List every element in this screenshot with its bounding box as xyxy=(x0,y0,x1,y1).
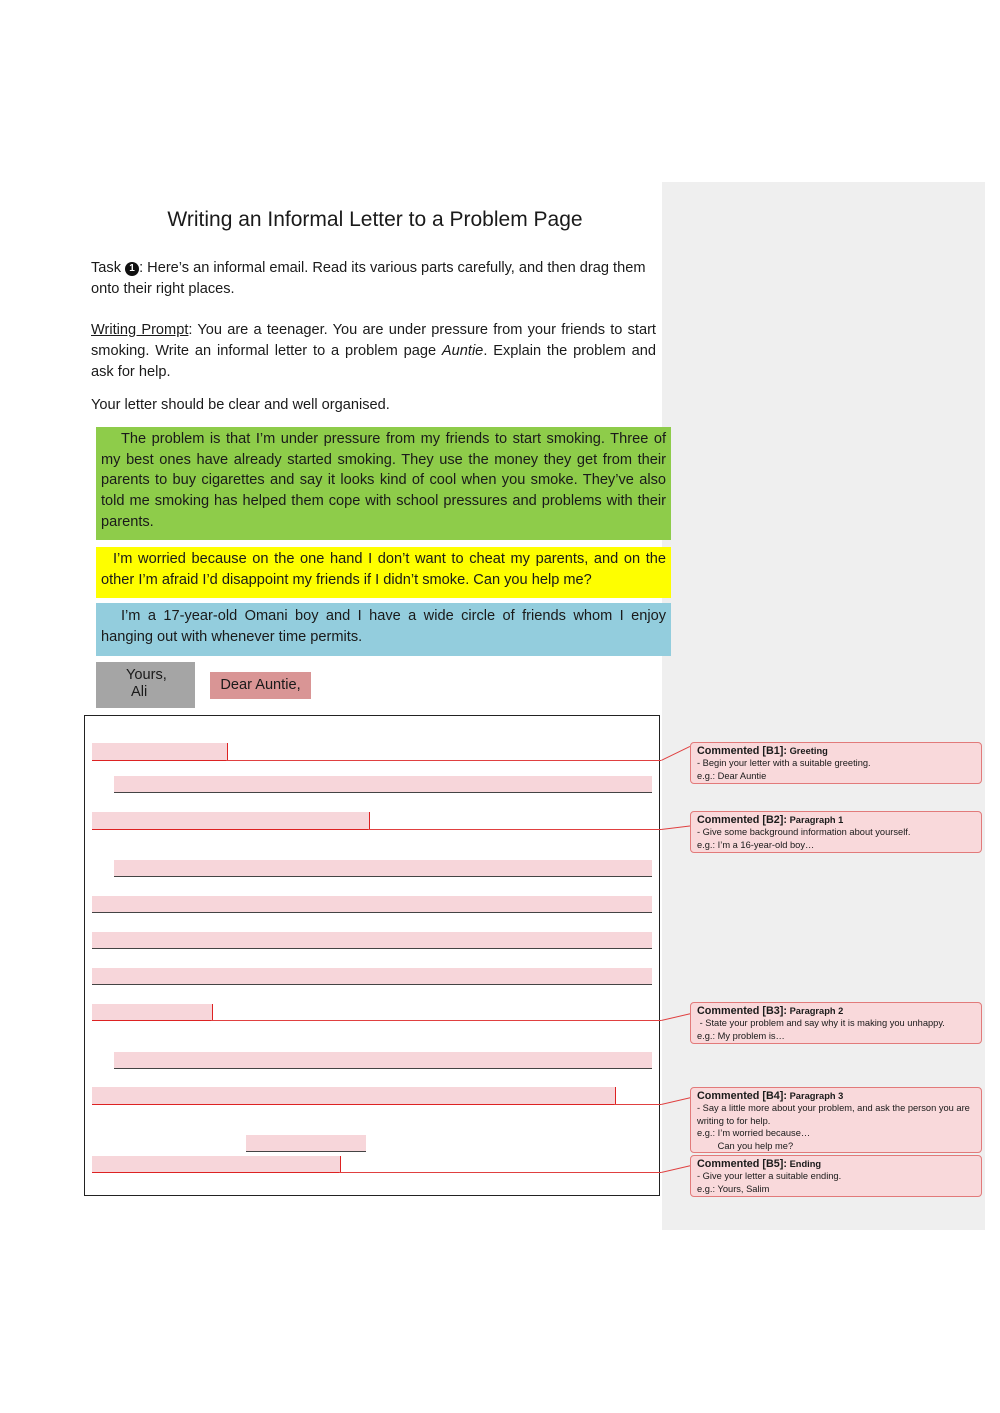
comment-b4-line-1: - Say a little more about your problem, and ask the person you are writing to for help. xyxy=(697,1103,970,1126)
comment-b1 xyxy=(690,742,982,784)
connector-b5 xyxy=(339,1172,661,1173)
comment-b2 xyxy=(690,811,982,853)
prompt-label: Writing Prompt xyxy=(91,322,189,338)
comment-b3-topic: Paragraph 2 xyxy=(789,1006,844,1016)
connector-b2 xyxy=(368,829,661,830)
comment-b3-line-1: - State your problem and say why it is making you unhappy. xyxy=(697,1018,945,1029)
intro-paragraph-text: I’m a 17-year-old Omani boy and I have a wide circle of friends whom I enjoy hanging out with whenever time permits. xyxy=(101,608,666,645)
comment-b4-line-2: e.g.: I’m worried because… xyxy=(697,1128,811,1139)
comment-b5-line-1: - Give your letter a suitable ending. xyxy=(697,1171,842,1182)
connector-b4-diag xyxy=(661,1097,692,1105)
comment-b1-line-2: e.g.: Dear Auntie xyxy=(697,770,767,781)
comment-b5-head: Commented [B5]: xyxy=(697,1158,787,1170)
comment-b1-head: Commented [B1]: xyxy=(697,745,787,757)
comment-b2-line-2: e.g.: I’m a 16-year-old boy… xyxy=(697,839,815,850)
connector-b5-diag xyxy=(661,1165,692,1173)
comment-b3-line-2: e.g.: My problem is… xyxy=(697,1030,785,1041)
comment-b5-topic: Ending xyxy=(789,1159,822,1169)
comment-b2-topic: Paragraph 1 xyxy=(789,815,844,825)
comment-b1-line-1: - Begin your letter with a suitable greeting. xyxy=(697,758,871,769)
connector-b1 xyxy=(226,760,661,761)
comment-b4 xyxy=(690,1087,982,1153)
comment-b1-topic: Greeting xyxy=(789,746,828,756)
connector-b2-diag xyxy=(661,825,692,830)
problem-paragraph-text: The problem is that I’m under pressure from my friends to start smoking. Three of my best ones have already started smoking. They use the money they get from their parents to buy cigarettes and say it looks kind of cool when you smoke. They’ve also told me smoking has helped them cope with school pressures and problems with their parents. xyxy=(101,431,666,530)
comment-b5-line-2: e.g.: Yours, Salim xyxy=(697,1183,770,1194)
letter-instruction: Your letter should be clear and well organised. xyxy=(91,397,390,413)
prompt-text-after: . Explain the problem and ask for help. xyxy=(91,343,657,380)
task-label: Task xyxy=(91,260,126,276)
page-title: Writing an Informal Letter to a Problem Page xyxy=(167,208,583,231)
connector-b1-diag xyxy=(661,746,690,761)
task-text: : Here’s an informal email. Read its various parts carefully, and then drag them onto their right places. xyxy=(91,260,646,297)
connector-b3 xyxy=(211,1020,661,1021)
comment-b4-line-3: Can you help me? xyxy=(697,1140,794,1151)
connector-b4 xyxy=(614,1104,661,1105)
worry-paragraph-text: I’m worried because on the one hand I don’t want to cheat my parents, and on the other I’m afraid I’d disappoint my friends if I didn’t smoke. Can you help me? xyxy=(101,551,666,588)
signoff-line-2: Ali xyxy=(131,684,148,700)
circled-number-one-icon: 1 xyxy=(125,262,139,276)
comment-b4-topic: Paragraph 3 xyxy=(789,1091,844,1101)
comment-b4-head: Commented [B4]: xyxy=(697,1090,787,1102)
comment-b3-head: Commented [B3]: xyxy=(697,1005,787,1017)
signoff-line-1: Yours, xyxy=(126,667,167,683)
draggable-greeting[interactable]: Dear Auntie, xyxy=(210,672,311,699)
comment-b2-head: Commented [B2]: xyxy=(697,814,787,826)
comment-b3 xyxy=(690,1002,982,1044)
prompt-emphasis: Auntie xyxy=(441,343,484,359)
prompt-text-before: : You are a teenager. You are under pressure from your friends to start smoking. Write an informal letter to a problem page xyxy=(91,322,656,359)
comment-b5 xyxy=(690,1155,982,1197)
comment-b2-line-1: - Give some background information about yourself. xyxy=(697,827,911,838)
connector-b3-diag xyxy=(661,1013,692,1021)
